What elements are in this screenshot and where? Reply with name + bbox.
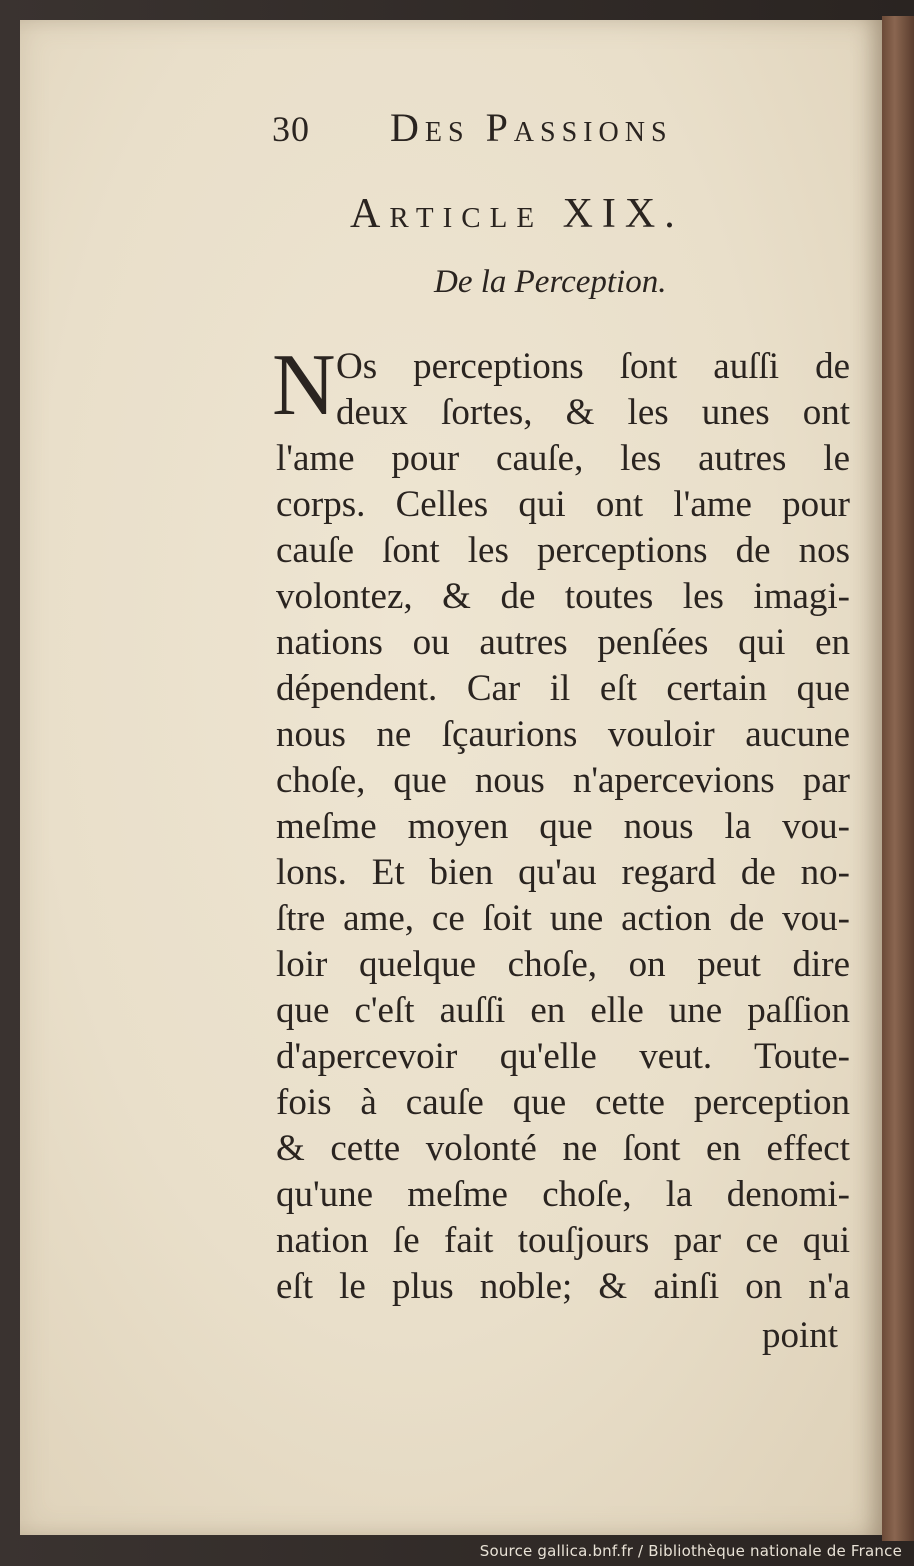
text-line: que c'eſt auſſi en elle une paſſion: [276, 990, 850, 1031]
text-line: ſtre ame, ce ſoit une action de vou-: [276, 898, 850, 939]
text-line: eſt le plus noble; & ainſi on n'a: [276, 1266, 850, 1307]
article-subtitle: De la Perception.: [434, 264, 667, 300]
text-line: cauſe ſont les perceptions de nos: [276, 530, 850, 571]
text-line: Os perceptions ſont auſſi de: [336, 346, 850, 387]
running-title: Des Passions: [390, 105, 673, 150]
text-line: deux ſortes, & les unes ont: [336, 392, 850, 433]
text-line: fois à cauſe que cette perception: [276, 1082, 850, 1123]
text-line: lons. Et bien qu'au regard de no-: [276, 852, 850, 893]
body-text: [272, 337, 850, 1310]
drop-cap: N: [272, 337, 336, 434]
text-line: loir quelque choſe, on peut dire: [276, 944, 850, 985]
text-line: meſme moyen que nous la vou-: [276, 806, 850, 847]
text-line: corps. Celles qui ont l'ame pour: [276, 484, 850, 525]
running-head: [272, 104, 752, 154]
text-line: l'ame pour cauſe, les autres le: [276, 438, 850, 479]
facing-page-edge: [882, 16, 914, 1541]
text-line: volontez, & de toutes les imagi-: [276, 576, 850, 617]
text-line: nous ne ſçaurions vouloir aucune: [276, 714, 850, 755]
text-line: choſe, que nous n'apercevions par: [276, 760, 850, 801]
text-line: nations ou autres penſées qui en: [276, 622, 850, 663]
text-line: & cette volonté ne ſont en effect: [276, 1128, 850, 1169]
text-line: d'apercevoir qu'elle veut. Toute-: [276, 1036, 850, 1077]
article-heading: Article XIX.: [350, 191, 684, 237]
text-line: qu'une meſme choſe, la denomi-: [276, 1174, 850, 1215]
text-line: dépendent. Car il eſt certain que: [276, 668, 850, 709]
text-line: nation ſe fait touſjours par ce qui: [276, 1220, 850, 1261]
catchword: point: [762, 1315, 839, 1356]
source-credit: Source gallica.bnf.fr / Bibliothèque nationale de France: [479, 1542, 902, 1560]
page-number: 30: [272, 109, 310, 149]
